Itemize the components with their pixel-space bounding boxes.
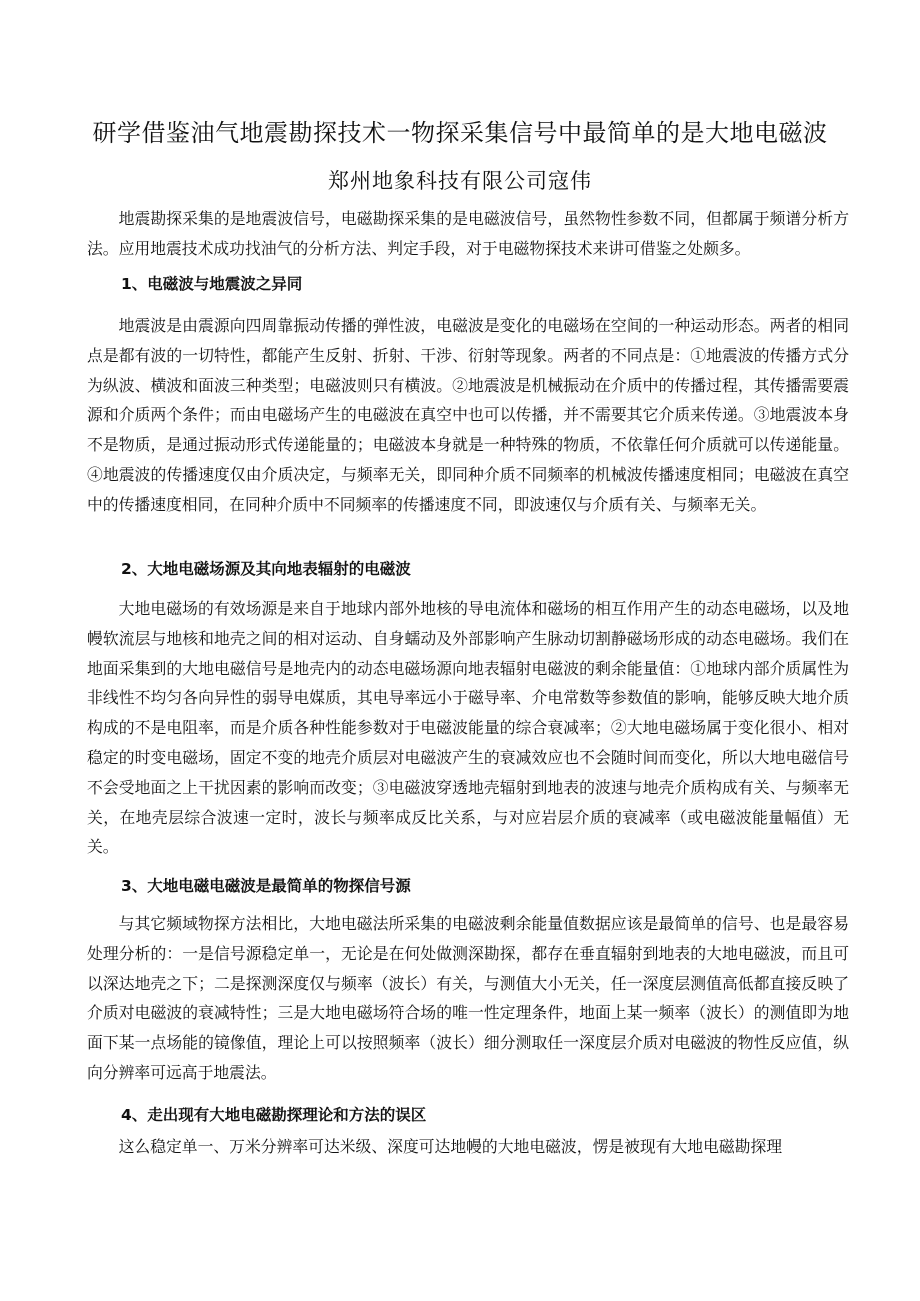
section-1-heading: 1、电磁波与地震波之异同: [121, 275, 303, 293]
section-4-heading: 4、走出现有大地电磁勘探理论和方法的误区: [121, 1106, 427, 1124]
section-3-paragraph: 与其它频域物探方法相比，大地电磁法所采集的电磁波剩余能量值数据应该是最简单的信号、也是最容易处理分析的：一是信号源稳定单一，无论是在何处做测深勘探，都存在垂直辐射到地表的大地电磁波，而且可以深达地壳之下；二是探测深度仅与频率（波长）有关，与测值大小无关，任一深度层测值高低都直接反映了介质对电磁波的衰减特性；三是大地电磁场符合场的唯一性定理条件，地面上某一频率（波长）的测值即为地面下某一点场能的镜像值，理论上可以按照频率（波长）细分测取任一深度层介质对电磁波的物性反应值，纵向分辨率可远高于地震法。: [87, 914, 849, 1082]
section-3-heading: 3、大地电磁电磁波是最简单的物探信号源: [121, 877, 411, 895]
section-2-paragraph: 大地电磁场的有效场源是来自于地球内部外地核的导电流体和磁场的相互作用产生的动态电磁场，以及地幔软流层与地核和地壳之间的相对运动、自身蠕动及外部影响产生脉动切割静磁场形成的动态电磁场。我们在地面采集到的大地电磁信号是地壳内的动态电磁场源向地表辐射电磁波的剩余能量值：①地球内部介质属性为非线性不均匀各向异性的弱导电媒质，其电导率远小于磁导率、介电常数等参数值的影响，能够反映大地介质构成的不是电阻率，而是介质各种性能参数对于电磁波能量的综合衰减率；②大地电磁场属于变化很小、相对稳定的时变电磁场，固定不变的地壳介质层对电磁波产生的衰减效应也不会随时间而变化，所以大地电磁信号不会受地面之上干扰因素的影响而改变；③电磁波穿透地壳辐射到地表的波速与地壳介质构成有关、与频率无关，在地壳层综合波速一定时，波长与频率成反比关系，与对应岩层介质的衰减率（或电磁波能量幅值）无关。: [87, 599, 849, 857]
intro-paragraph: 地震勘探采集的是地震波信号，电磁勘探采集的是电磁波信号，虽然物性参数不同，但都属于频谱分析方法。应用地震技术成功找油气的分析方法、判定手段，对于电磁物探技术来讲可借鉴之处颇多。: [87, 209, 849, 258]
section-4-paragraph: 这么稳定单一、万米分辨率可达米级、深度可达地幔的大地电磁波，愣是被现有大地电磁勘探理: [118, 1137, 783, 1156]
document-title: 研学借鉴油气地震勘探技术一物探采集信号中最简单的是大地电磁波: [92, 119, 828, 147]
section-1-paragraph: 地震波是由震源向四周靠振动传播的弹性波，电磁波是变化的电磁场在空间的一种运动形态。两者的相同点是都有波的一切特性，都能产生反射、折射、干涉、衍射等现象。两者的不同点是：①地震波的传播方式分为纵波、横波和面波三种类型；电磁波则只有横波。②地震波是机械振动在介质中的传播过程，其传播需要震源和介质两个条件；而由电磁场产生的电磁波在真空中也可以传播，并不需要其它介质来传递。③地震波本身不是物质，是通过振动形式传递能量的；电磁波本身就是一种特殊的物质，不依靠任何介质就可以传递能量。④地震波的传播速度仅由介质决定，与频率无关，即同种介质不同频率的机械波传播速度相同；电磁波在真空中的传播速度相同，在同种介质中不同频率的传播速度不同，即波速仅与介质有关、与频率无关。: [87, 316, 849, 514]
section-2-heading: 2、大地电磁场源及其向地表辐射的电磁波: [121, 560, 411, 578]
document-author: 郑州地象科技有限公司寇伟: [328, 169, 592, 193]
